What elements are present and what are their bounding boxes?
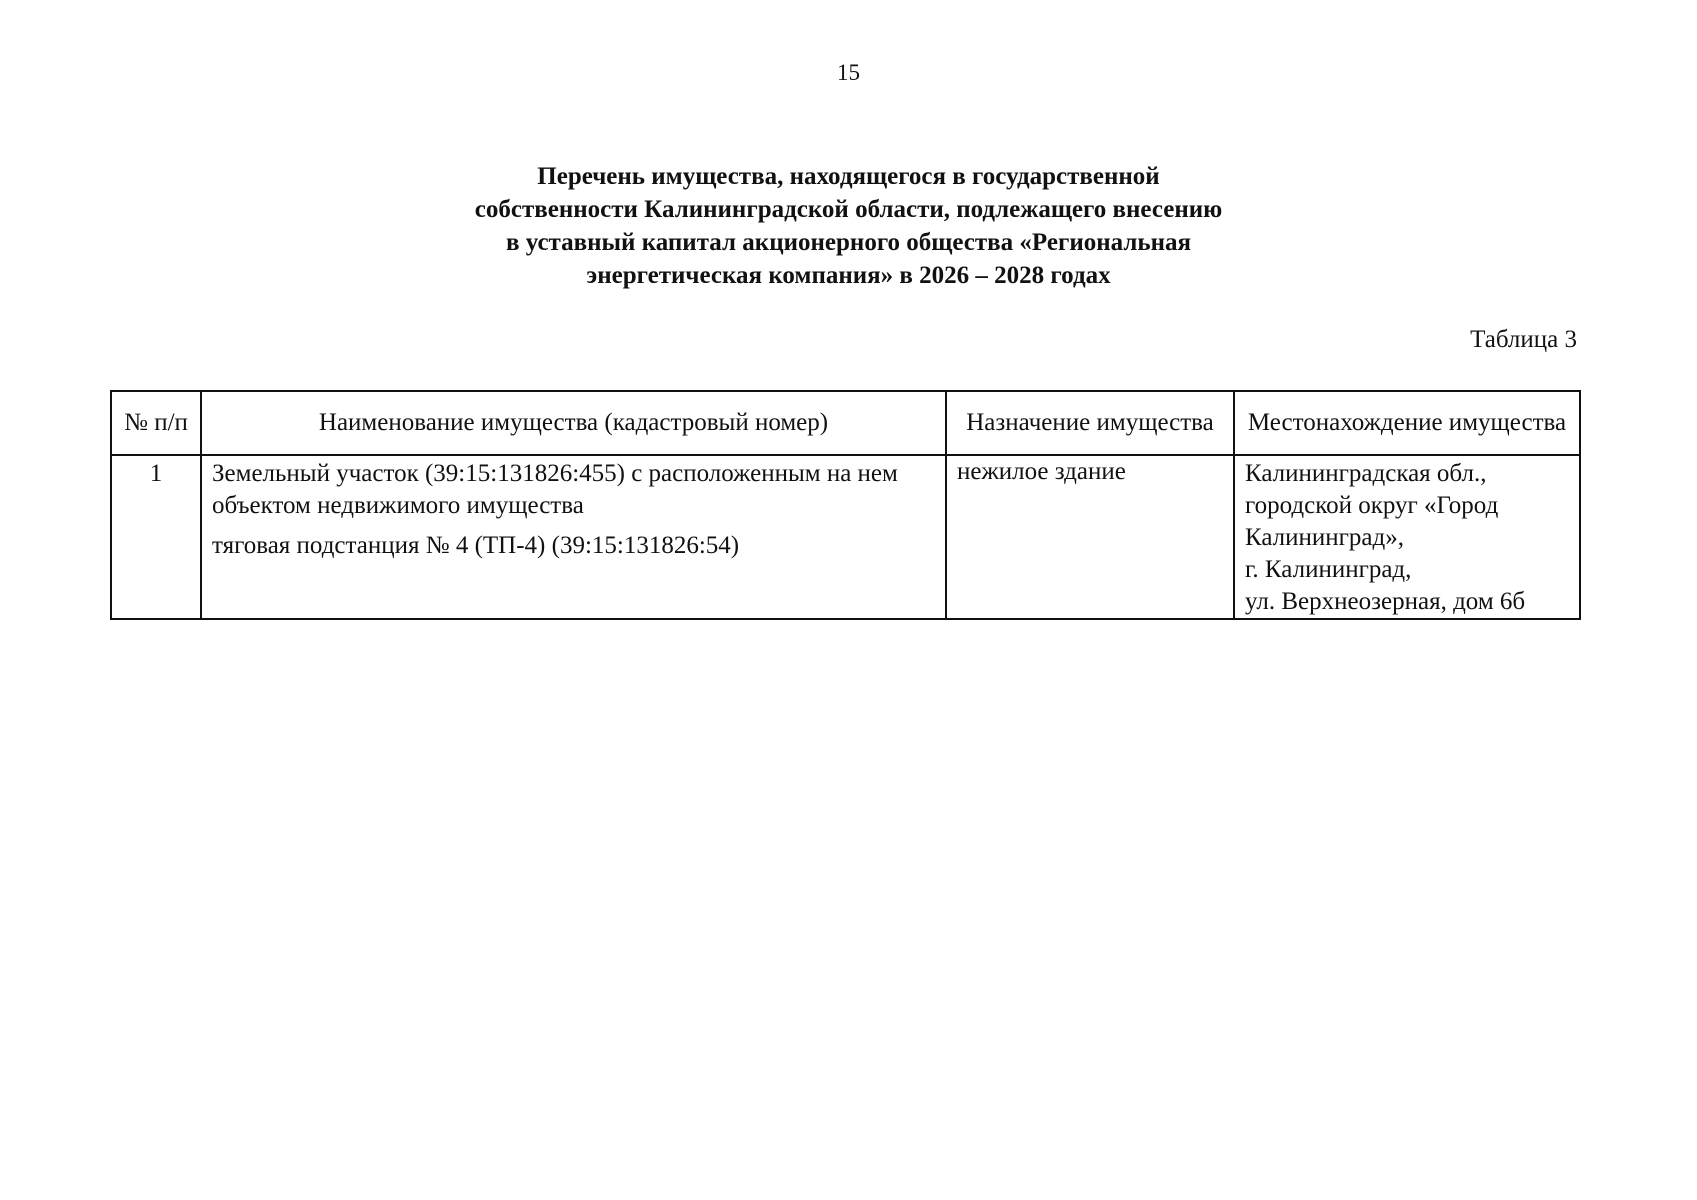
row-purpose: нежилое здание <box>946 455 1234 619</box>
property-table <box>110 390 1581 620</box>
table-header-row <box>111 391 1580 455</box>
location-line: Калининградская обл., <box>1245 460 1487 487</box>
table-row <box>111 455 1580 619</box>
header-location: Местонахождение имущества <box>1234 391 1580 455</box>
page-number: 15 <box>837 60 860 85</box>
row-name-sub: тяговая подстанция № 4 (ТП-4) (39:15:131826:54) <box>212 532 740 559</box>
row-name <box>201 455 946 619</box>
location-line: Калининград», <box>1245 524 1404 551</box>
location-line: ул. Верхнеозерная, дом 6б <box>1245 588 1526 615</box>
row-location <box>1234 455 1580 619</box>
location-line: городской округ «Город <box>1245 492 1499 519</box>
row-name-main: Земельный участок (39:15:131826:455) с расположенным на нем объектом недвижимого имущества <box>212 460 898 519</box>
header-purpose: Назначение имущества <box>946 391 1234 455</box>
title-line: энергетическая компания» в 2026 – 2028 годах <box>586 262 1111 289</box>
location-line: г. Калининград, <box>1245 556 1412 583</box>
table-caption: Таблица 3 <box>1470 326 1577 353</box>
header-name: Наименование имущества (кадастровый номер) <box>201 391 946 455</box>
document-title <box>0 160 1697 292</box>
title-line: Перечень имущества, находящегося в государственной <box>537 163 1160 190</box>
title-line: в уставный капитал акционерного общества «Региональная <box>505 229 1192 256</box>
title-line: собственности Калининградской области, подлежащего внесению <box>474 196 1223 223</box>
row-num: 1 <box>111 455 201 619</box>
header-num: № п/п <box>111 391 201 455</box>
